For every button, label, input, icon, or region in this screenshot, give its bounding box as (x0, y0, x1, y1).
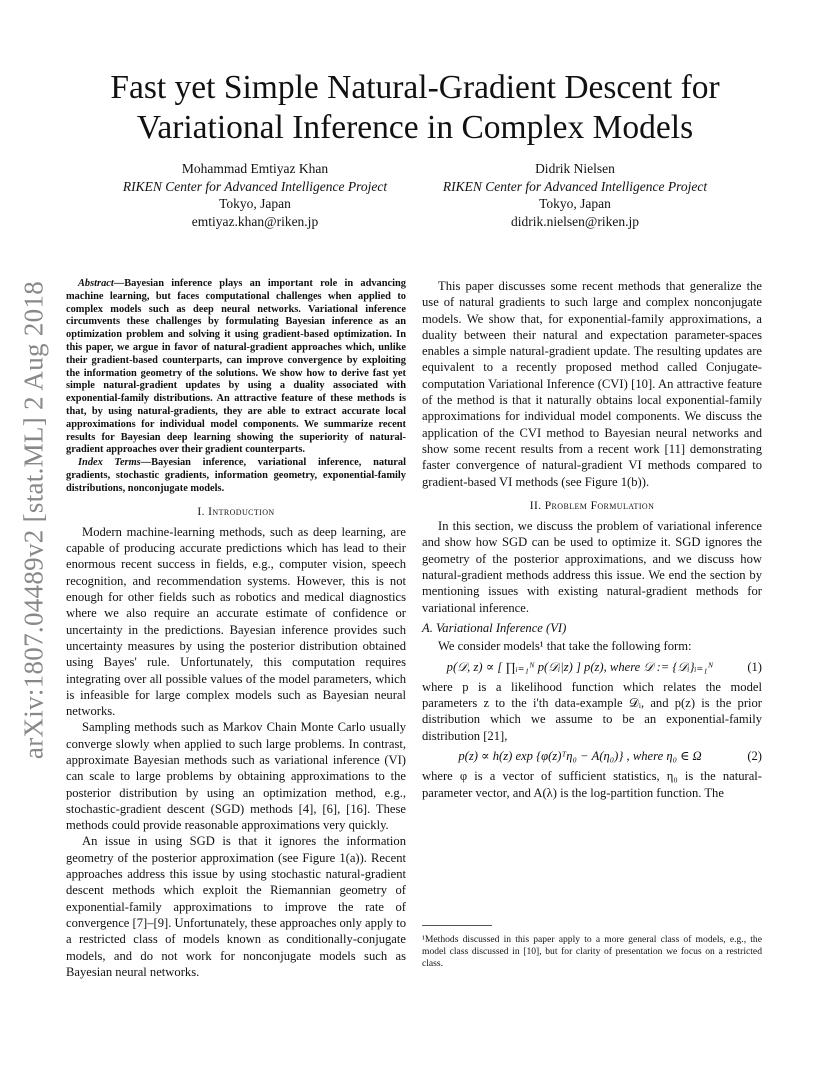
paragraph: where φ is a vector of sufficient statistics, η₀ is the natural-parameter vector, and A(λ) is the log-partition function. The (422, 769, 762, 800)
paragraph: In this section, we discuss the problem of variational inference and show how SGD can be used to optimize it. SGD ignores the geometry of the posterior approximations, and we discuss how natural-gradient methods address this issue. We end the section by mentioning issues with existing natural-gradient methods for variational inference. (422, 519, 762, 615)
footnote-rule (422, 925, 492, 926)
index-terms (66, 457, 406, 495)
author-affiliation: RIKEN Center for Advanced Intelligence Project (122, 178, 388, 194)
paragraph: An issue in using SGD is that it ignores the information geometry of the posterior approximation (see Figure 1(a)). Recent approaches address this issue by using stochastic natural-gradient descent methods which exploit the Riemannian geometry of exponential-family approximations to improve the rate of convergence [7]–[9]. Unfortunately, these approaches only apply to a restricted class of models known as conditionally-conjugate models, and do not work for nonconjugate models such as Bayesian neural networks. (66, 834, 406, 979)
abstract-label: Abstract (78, 278, 114, 289)
author-location: Tokyo, Japan (219, 196, 291, 211)
paragraph: Modern machine-learning methods, such as deep learning, are capable of producing accurate predictions which has lead to their enormous recent success in fields, e.g., computer vision, speech recognition, and recommendation systems. However, this is not enough for other fields such as robotics and medical diagnostics where we also require an accurate estimate of confidence or uncertainty in the predictions. Bayesian inference provides such uncertainty measures by using the posterior distribution obtained using Bayes' rule. Unfortunately, this computation requires integrating over all possible values of the model parameters, which is infeasible for large complex models such as Bayesian neural networks. (66, 524, 406, 719)
equation-body: p(z) ∝ h(z) exp {φ(z)ᵀη₀ − A(η₀)} , where η₀ ∈ Ω (458, 749, 702, 764)
author-email[interactable]: didrik.nielsen@riken.jp (511, 213, 639, 229)
index-text: —Bayesian inference, variational inference, natural gradients, stochastic gradients, information geometry, exponential-family distributions, nonconjugate models. (66, 457, 406, 494)
abstract-text: —Bayesian inference plays an important role in advancing machine learning, but faces computational challenges when applied to complex models such as deep neural networks. Variational inference circumvents these challenges by formulating Bayesian inference as an optimization problem and solving it using gradient-based optimization. In this paper, we argue in favor of natural-gradient approaches which, unlike their gradient-based counterparts, can improve convergence by exploiting the information geometry of the solutions. We show how to derive fast yet simple natural-gradient updates by using a duality associated with exponential-family distributions. An attractive feature of these methods is that, by using natural-gradients, they are able to extract accurate local approximations for individual model components. We summarize recent results for Bayesian deep learning showing the superiority of natural-gradient approaches over their gradient counterparts. (66, 278, 406, 456)
equation-2 (422, 748, 762, 764)
author-block (405, 160, 745, 230)
equation-number: (2) (747, 749, 762, 764)
paragraph: We consider models¹ that take the following form: (438, 639, 692, 654)
section-heading: II. Problem Formulation (529, 499, 655, 512)
left-column (66, 278, 406, 980)
subsection-heading: A. Variational Inference (VI) (422, 620, 567, 635)
paragraph: Sampling methods such as Markov Chain Monte Carlo usually converge slowly when applied to such large problems. In contrast, approximate Bayesian methods such as variational inference (VI) can scale to large problems by obtaining approximations to the posterior distribution by using an optimization method, e.g., stochastic-gradient descent (SGD) methods [4], [6], [16]. These methods could provide reasonable approximations very quickly. (66, 720, 406, 833)
author-name: Didrik Nielsen (535, 161, 615, 176)
author-location: Tokyo, Japan (539, 196, 611, 211)
index-label: Index Terms (78, 457, 141, 469)
arxiv-stamp: arXiv:1807.04489v2 [stat.ML] 2 Aug 2018 (18, 280, 49, 760)
author-affiliation: RIKEN Center for Advanced Intelligence Project (442, 178, 708, 194)
paragraph: where p is a likelihood function which relates the model parameters z to the i'th data-example 𝒟ᵢ, and p(z) is the prior distribution which we assume to be an exponential-family distribution [21], (422, 679, 762, 743)
author-block (85, 160, 425, 230)
footnote: ¹Methods discussed in this paper apply to a more general class of models, e.g., the model class discussed in [10], but for clarity of presentation we focus on a restricted class. (422, 934, 762, 969)
paper-title: Fast yet Simple Natural-Gradient Descent for Variational Inference in Complex Models (110, 69, 720, 146)
equation-number: (1) (747, 659, 762, 674)
equation-body: p(𝒟, z) ∝ [ ∏ᵢ₌₁ᴺ p(𝒟ᵢ|z) ] p(z), where 𝒟 := {𝒟ᵢ}ᵢ₌₁ᴺ (446, 659, 714, 674)
section-heading: I. Introduction (197, 505, 275, 518)
right-column (422, 278, 762, 801)
equation-1 (422, 659, 762, 675)
abstract (66, 278, 406, 457)
paragraph: This paper discusses some recent methods that generalize the use of natural gradients to such large and complex nonconjugate models. We show that, for exponential-family approximations, a duality between their natural and expectation parameter-spaces enables a simple natural-gradient update. The resulting updates are equivalent to a recently proposed method called Conjugate-computation Variational Inference (CVI) [10]. An attractive feature of the method is that it naturally obtains local exponential-family approximations for individual model components. We discuss the application of the CVI method to Bayesian neural networks and show some recent results from a recent work [11] demonstrating faster convergence of natural-gradient VI methods compared to gradient-based VI methods (see Figure 1(b)). (422, 279, 762, 489)
author-name: Mohammad Emtiyaz Khan (181, 161, 329, 176)
author-email[interactable]: emtiyaz.khan@riken.jp (191, 213, 319, 229)
